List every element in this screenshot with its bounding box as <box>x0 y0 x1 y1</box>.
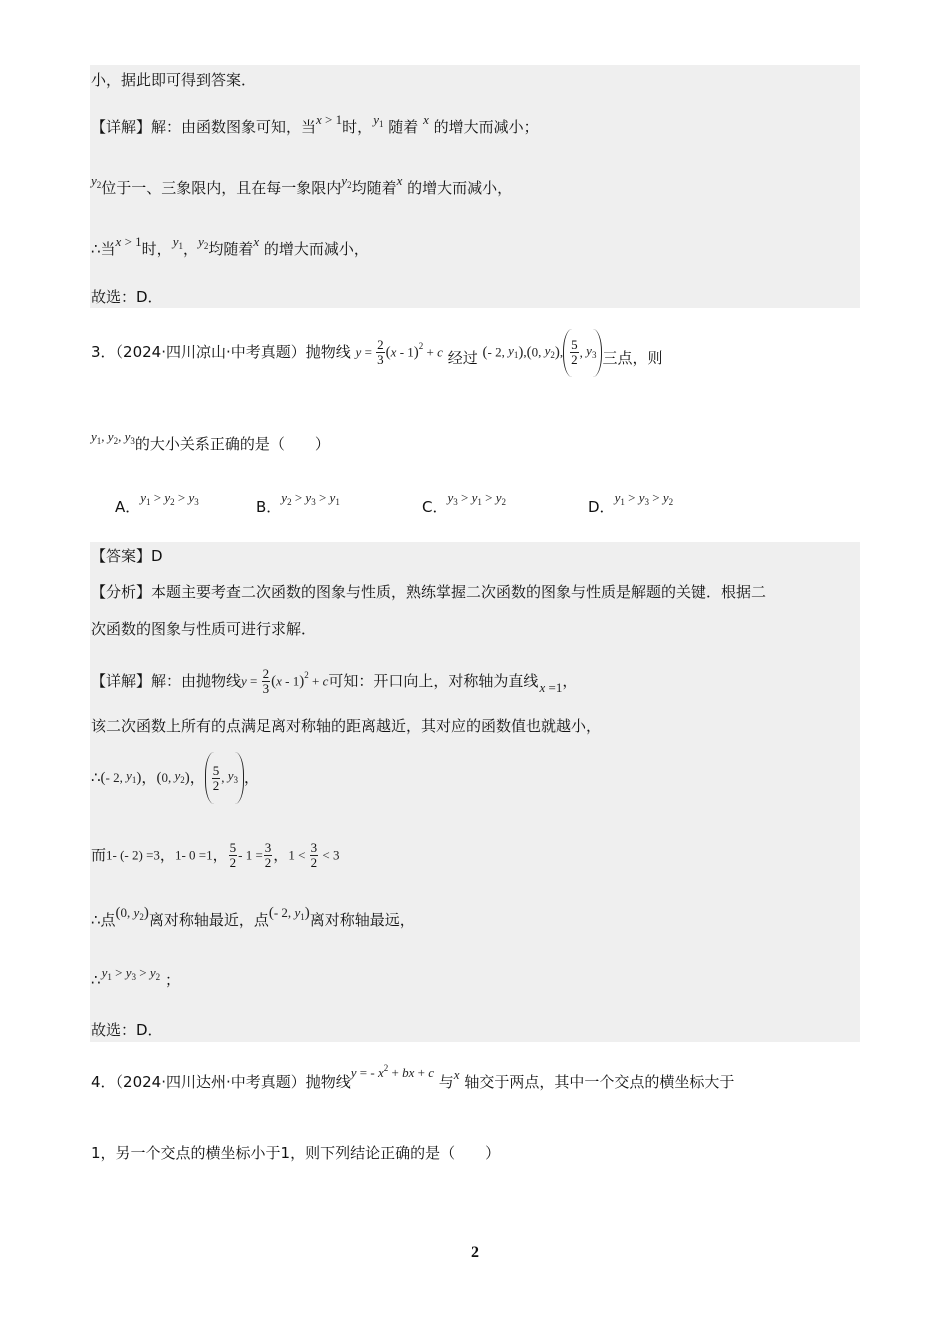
option-a[interactable]: A．$y_1 > y_2 > y_3$ <box>115 490 199 516</box>
points-line: ∴(- 2, $y_1$)，(0, $y_2$)， $\frac{5}{2}$ , $y_3$ ， <box>91 752 259 796</box>
option-c[interactable]: C．$y_3 > y_1 > y_2$ <box>422 490 507 516</box>
text-line: ∴当x > 1时， $y_1$，$y_2$均随着x 的增大而减小， <box>91 234 369 258</box>
text-line: 故选：D． <box>91 1021 163 1039</box>
question-3-stem: 3．（2024·四川凉山·中考真题）抛物线 y = $\frac{2}{3}$ (x - 1)$^2$ + c 经过 (- 2, $y_1),(0$, $y_2$), $\frac{5}{2}$ , $y_3$ 三点，则 <box>91 326 662 366</box>
analysis-line-1: 【分析】本题主要考查二次函数的图象与性质，熟练掌握二次函数的图象与性质是解题的关键．根据二 <box>91 583 767 601</box>
distance-line: 而1- (- 2) =3，1- 0 =1， $\frac{5}{2}$ - 1 = $\frac{3}{2}$ ，1 < $\frac{3}{2}$ < 3 <box>91 840 340 870</box>
text-line: 故选：D． <box>91 288 163 306</box>
text-line: 小，据此即可得到答案． <box>91 71 257 89</box>
text-line: $y_2$位于一、三象限内，且在每一象限内$y_2$均随着x 的增大而减小， <box>91 173 513 197</box>
option-d[interactable]: D．$y_1 > y_3 > y_2$ <box>588 490 674 516</box>
detail-line: 【详解】解：由抛物线y = $\frac{2}{3}$ (x - 1)$^2$ + c可知：开口向上，对称轴为直线 x =1， <box>91 666 578 696</box>
text-line: 该二次函数上所有的点满足离对称轴的距离越近，其对应的函数值也就越小， <box>91 717 602 735</box>
question-3-stem-line2: $y_1$, $y_2$, $y_3$的大小关系正确的是（ ） <box>91 429 330 453</box>
answer-label: 【答案】D <box>91 547 163 565</box>
detail-line: 【详解】解：由函数图象可知，当x > 1时， $y_1$ 随着 x 的增大而减小； <box>91 112 539 136</box>
analysis-line-2: 次函数的图象与性质可进行求解． <box>91 620 317 638</box>
text-line: ∴点(0, $y_2$)离对称轴最近，点(- 2, $y_1$)离对称轴最远， <box>91 905 415 929</box>
question-4-stem-line2: 1，另一个交点的横坐标小于1，则下列结论正确的是（ ） <box>91 1144 501 1162</box>
question-4-stem: 4．（2024·四川达州·中考真题）抛物线y = - $x^2$ + bx + c 与x 轴交于两点，其中一个交点的横坐标大于 <box>91 1063 735 1091</box>
text-line: ∴ $y_1 > y_3 > y_2$ ； <box>91 965 180 989</box>
page-number: 2 <box>471 1244 479 1261</box>
option-b[interactable]: B．$y_2 > y_3 > y_1$ <box>256 490 340 516</box>
